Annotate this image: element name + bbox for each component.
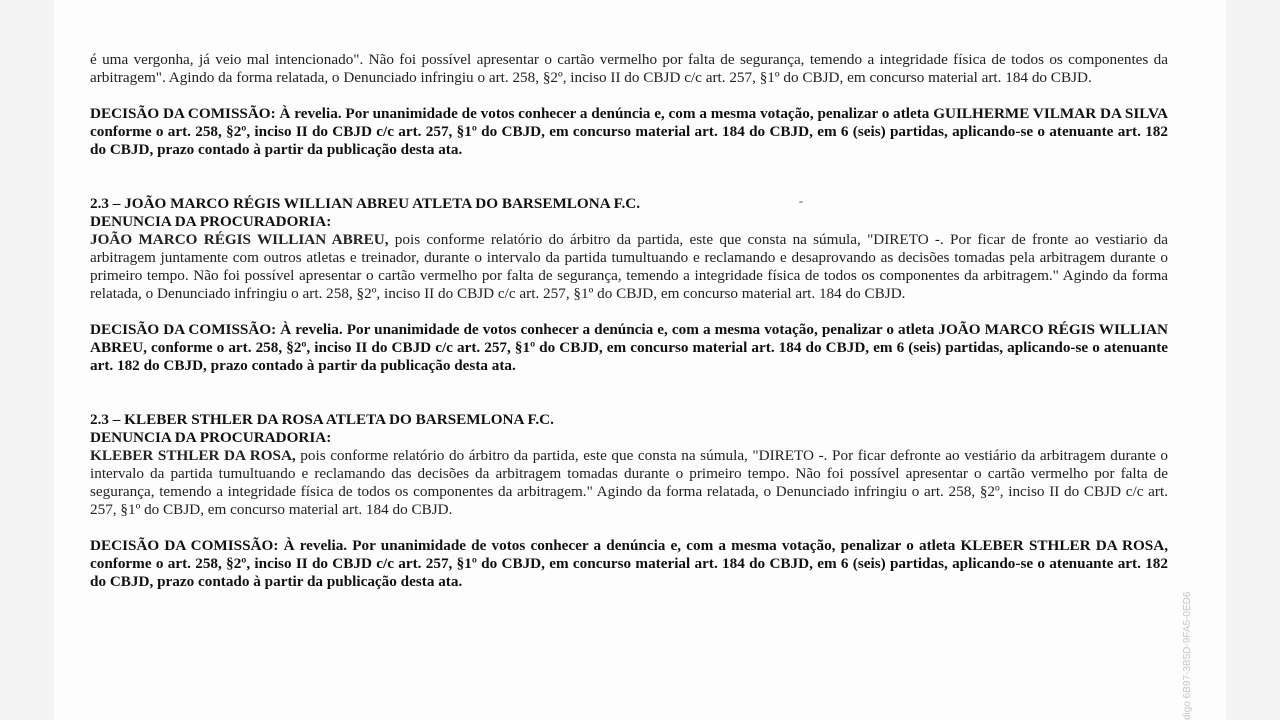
case-title-joao: 2.3 – JOÃO MARCO RÉGIS WILLIAN ABREU ATLETA DO BARSEMLONA F.C. (90, 195, 641, 212)
case-title-kleber: 2.3 – KLEBER STHLER DA ROSA ATLETA DO BARSEMLONA F.C. (90, 411, 554, 428)
intro-paragraph: é uma vergonha, já veio mal intencionado". Não foi possível apresentar o cartão vermelho por falta de segurança, temendo a integridade física de todos os componentes da arbitragem". Agindo da forma relatada, o Denunciado infringiu o art. 258, §2º, inciso II do CBJD c/c art. 257, §1º do CBJD, em concurso material art. 184 do CBJD. (90, 51, 1168, 86)
decision-paragraph-joao: DECISÃO DA COMISSÃO: À revelia. Por unanimidade de votos conhecer a denúncia e, com a mesma votação, penalizar o atleta JOÃO MARCO RÉGIS WILLIAN ABREU, conforme o art. 258, §2º, inciso II do CBJD c/c art. 257, §1º do CBJD, em concurso material art. 184 do CBJD, em 6 (seis) partidas, aplicando-se o atenuante art. 182 do CBJD, prazo contado à partir da publicação desta ata. (90, 321, 1168, 374)
complaint-body-kleber: pois conforme relatório do árbitro da partida, este que consta na súmula, "DIRETO -. Por ficar defronte ao vestiário da arbitragem durante o intervalo da partida tumultuando e reclamando das decisões da arbitragem tomadas durante o primeiro tempo. Não foi possível apresentar o cartão vermelho por falta de segurança, temendo a integridade física de todos os componentes da arbitragem." Agindo da forma relatada, o Denunciado infringiu o art. 258, §2º, inciso II do CBJD c/c art. 257, §1º do CBJD, em concurso material art. 184 do CBJD. (90, 447, 1168, 518)
document-page (54, 0, 1226, 720)
complaint-paragraph-joao (90, 231, 1168, 303)
defendant-name-joao: JOÃO MARCO RÉGIS WILLIAN ABREU, (90, 231, 389, 248)
document-content (90, 51, 1168, 591)
complaint-body-joao: pois conforme relatório do árbitro da partida, este que consta na súmula, "DIRETO -. Por ficar de fronte ao vestiario da arbitragem juntamente com outros atletas e treinador, durante o intervalo da partida tumultuando e reclamando e desaprovando as decisões tomadas pela arbitragem durante o primeiro tempo. Não foi possível apresentar o cartão vermelho por falta de segurança, temendo a integridade física de todos os componentes da arbitragem." Agindo da forma relatada, o Denunciado infringiu o art. 258, §2º, inciso II do CBJD c/c art. 257, §1º do CBJD, em concurso material art. 184 do CBJD. (90, 231, 1168, 302)
defendant-name-kleber: KLEBER STHLER DA ROSA, (90, 447, 296, 464)
decision-paragraph-kleber: DECISÃO DA COMISSÃO: À revelia. Por unanimidade de votos conhecer a denúncia e, com a mesma votação, penalizar o atleta KLEBER STHLER DA ROSA, conforme o art. 258, §2º, inciso II do CBJD c/c art. 257, §1º do CBJD, em concurso material art. 184 do CBJD, em 6 (seis) partidas, aplicando-se o atenuante art. 182 do CBJD, prazo contado à partir da publicação desta ata. (90, 537, 1168, 590)
case-subtitle-kleber: DENUNCIA DA PROCURADORIA: (90, 429, 332, 446)
document-verification-code: digo 6B97-3B5D-9FA5-0ED6 (1182, 591, 1193, 720)
scan-speck (799, 201, 803, 203)
complaint-paragraph-kleber (90, 447, 1168, 519)
case-subtitle-joao: DENUNCIA DA PROCURADORIA: (90, 213, 332, 230)
decision-paragraph-guilherme: DECISÃO DA COMISSÃO: À revelia. Por unanimidade de votos conhecer a denúncia e, com a mesma votação, penalizar o atleta GUILHERME VILMAR DA SILVA conforme o art. 258, §2º, inciso II do CBJD c/c art. 257, §1º do CBJD, em concurso material art. 184 do CBJD, em 6 (seis) partidas, aplicando-se o atenuante art. 182 do CBJD, prazo contado à partir da publicação desta ata. (90, 105, 1168, 158)
